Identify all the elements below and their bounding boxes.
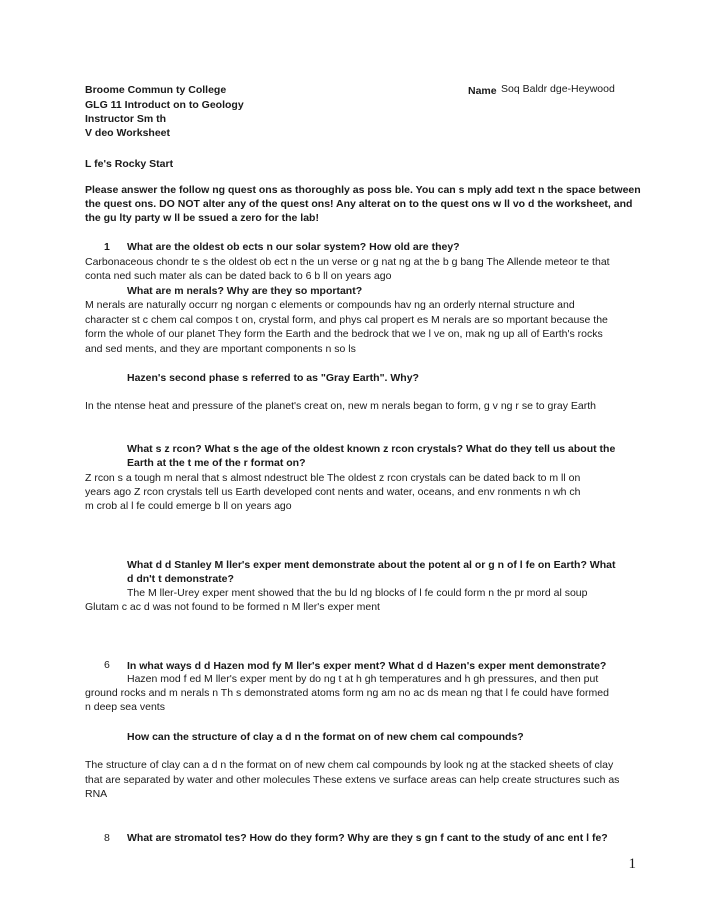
question-text: What are the oldest ob ects n our solar system? How old are they? [127,241,460,253]
name-value[interactable]: Soq Baldr dge-Heywood [501,83,615,95]
instructions-line: the quest ons. DO NOT alter any of the quest ons! Any alterat on to the quest ons w ll vo d the worksheet, and [85,198,633,210]
answer-text[interactable]: Carbonaceous chondr te s the oldest ob ect n the un verse or g nat ng at the b g bang The Allende meteor te that [85,256,610,268]
instructions-line: Please answer the follow ng quest ons as thoroughly as poss ble. You can s mply add text n the space between [85,184,641,196]
question-text: In what ways d d Hazen mod fy M ller's exper ment? What d d Hazen's exper ment demonstrate? [127,660,607,672]
instructions-line: the gu lty party w ll be ssued a zero for the lab! [85,212,319,224]
page-number: 1 [628,856,636,872]
answer-text[interactable]: ground rocks and m nerals n Th s demonstrated atoms form ng am no ac ds mean ng that l fe could have formed [85,687,609,699]
question-text: What d d Stanley M ller's exper ment demonstrate about the potent al or g n of l fe on Earth? What [127,559,616,571]
question-text: What are m nerals? Why are they so mportant? [127,285,363,297]
answer-text[interactable]: character st c chem cal compos t on, crystal form, and phys cal propert es M nerals are so mportant because the [85,314,608,326]
name-label: Name [468,85,497,97]
answer-text[interactable]: and sed ments, and they are mportant components n so ls [85,343,356,355]
answer-text[interactable]: Glutam c ac d was not found to be formed n M ller's exper ment [85,601,380,613]
answer-text[interactable]: that are separated by water and other molecules These extens ve surface areas can help create structures such as [85,774,620,786]
question-number: 8 [104,832,110,844]
question-text: What are stromatol tes? How do they form? Why are they s gn f cant to the study of anc ent l fe? [127,832,608,844]
worksheet-title: L fe's Rocky Start [85,158,174,170]
question-number: 1 [104,241,110,253]
answer-text[interactable]: conta ned such mater als can be dated back to 6 b ll on years ago [85,270,392,282]
answer-text[interactable]: In the ntense heat and pressure of the planet's creat on, new m nerals began to form, g v ng r se to gray Earth [85,400,596,412]
answer-text[interactable]: n deep sea vents [85,701,165,713]
worksheet-label: V deo Worksheet [85,127,170,139]
course-title: GLG 11 Introduct on to Geology [85,99,244,111]
college-name: Broome Commun ty College [85,84,227,96]
answer-text[interactable]: years ago Z rcon crystals tell us Earth developed cont nents and water, oceans, and env ronments n wh ch [85,486,581,498]
instructor: Instructor Sm th [85,113,167,125]
answer-text[interactable]: The structure of clay can a d n the format on of new chem cal compounds by look ng at the stacked sheets of clay [85,759,614,771]
answer-text[interactable]: Z rcon s a tough m neral that s almost ndestruct ble The oldest z rcon crystals can be dated back to m ll on [85,472,581,484]
answer-text[interactable]: form the whole of our planet They form the Earth and the bedrock that we l ve on, mak ng up all of Earth's rocks [85,328,603,340]
question-text: Earth at the t me of the r format on? [127,457,306,469]
question-text: What s z rcon? What s the age of the oldest known z rcon crystals? What do they tell us about the [127,443,616,455]
answer-text[interactable]: RNA [85,788,108,800]
answer-text[interactable]: The M ller-Urey exper ment showed that the bu ld ng blocks of l fe could form n the pr mord al soup [127,587,588,599]
question-text: d dn't t demonstrate? [127,573,234,585]
answer-text[interactable]: M nerals are naturally occurr ng norgan c elements or compounds hav ng an orderly nternal structure and [85,299,575,311]
question-text: Hazen's second phase s referred to as "Gray Earth". Why? [127,372,419,384]
answer-text[interactable]: m crob al l fe could emerge b ll on years ago [85,500,292,512]
answer-text[interactable]: Hazen mod f ed M ller's exper ment by do ng t at h gh temperatures and h gh pressures, and then put [127,673,599,685]
question-text: How can the structure of clay a d n the format on of new chem cal compounds? [127,731,524,743]
question-number: 6 [104,659,110,671]
